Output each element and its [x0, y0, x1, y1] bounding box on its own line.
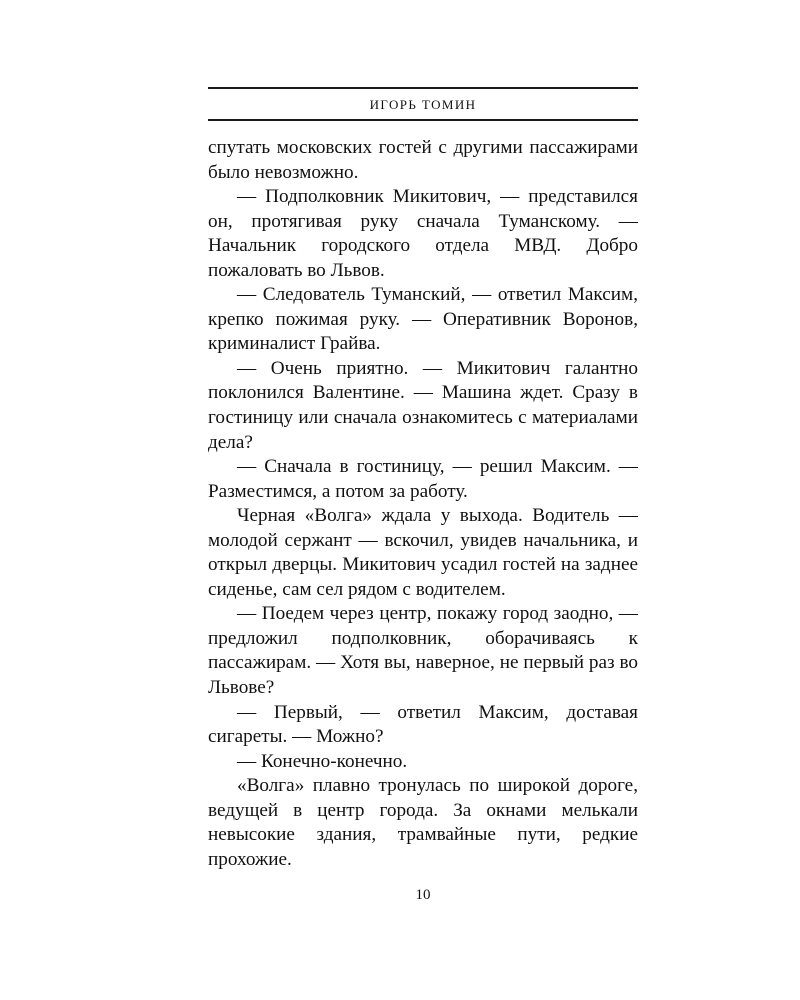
header-top-rule — [208, 87, 638, 89]
paragraph-1: спутать московских гостей с другими пассажирами было невозможно. — [208, 137, 638, 183]
paragraph-4: — Очень приятно. — Микитович галантно поклонился Валентине. — Машина ждет. Сразу в гостиницу или сначала ознакомитесь с материалами дела? — [208, 357, 638, 453]
running-head: ИГОРЬ ТОМИН — [369, 97, 477, 112]
paragraph-10: «Волга» плавно тронулась по широкой дороге, ведущей в центр города. За окнами мелькали невысокие здания, трамвайные пути, редкие прохожие. — [208, 775, 638, 870]
paragraph-6: Черная «Волга» ждала у выхода. Водитель — молодой сержант — вскочил, увидев начальника, и открыл дверцы. Микитович усадил гостей на заднее сиденье, сам сел рядом с водителем. — [208, 505, 638, 600]
paragraph-3: — Следователь Туманский, — ответил Максим, крепко пожимая руку. — Оперативник Воронов, криминалист Грайва. — [208, 284, 638, 355]
paragraph-8: — Первый, — ответил Максим, доставая сигареты. — Можно? — [208, 701, 638, 748]
paragraph-9: — Конечно-конечно. — [237, 750, 408, 772]
header-bottom-rule — [208, 119, 638, 121]
paragraph-5: — Сначала в гостиницу, — решил Максим. — Разместимся, а потом за работу. — [208, 456, 638, 502]
paragraph-2: — Подполковник Микитович, — представился он, протягивая руку сначала Туманскому. — Начальник городского отдела МВД. Добро пожаловать во Львов. — [208, 186, 638, 281]
page-number: 10 — [415, 887, 431, 903]
book-page — [208, 87, 638, 872]
paragraph-7: — Поедем через центр, покажу город заодно, — предложил подполковник, оборачиваясь к пассажирам. — Хотя вы, наверное, не первый раз во Львове? — [208, 603, 638, 699]
body-text — [208, 136, 638, 872]
